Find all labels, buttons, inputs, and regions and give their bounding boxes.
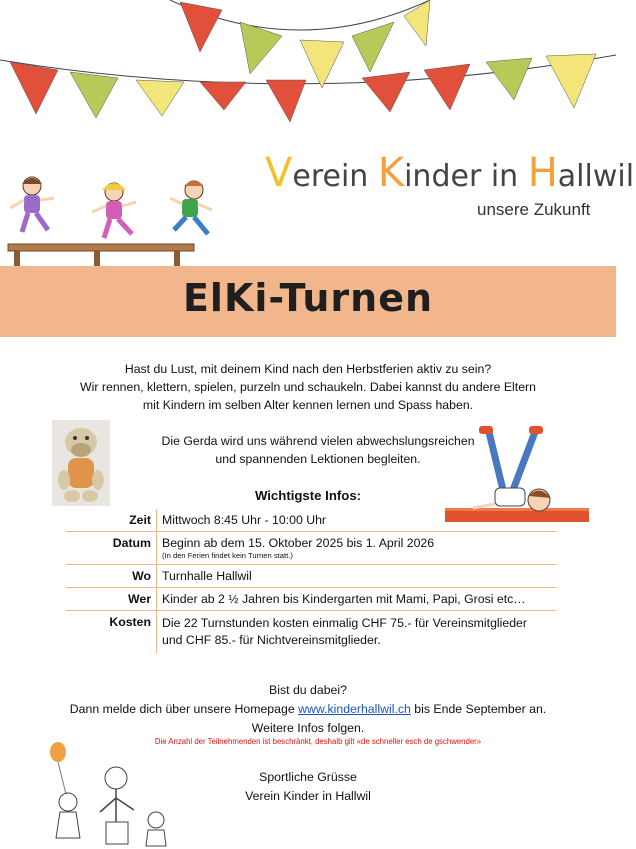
- info-key: Kosten: [66, 611, 157, 654]
- info-value: Mittwoch 8:45 Uhr - 10:00 Uhr: [162, 513, 327, 527]
- closing-text: [40, 681, 576, 738]
- logo-letter-v: V: [265, 150, 293, 196]
- signup-text: Dann melde dich über unsere Homepage: [69, 702, 299, 716]
- kids-on-bench-illustration: [4, 172, 219, 272]
- intro-line: Wir rennen, klettern, spielen, purzeln und schaukeln. Dabei kannst du andere Eltern: [80, 380, 536, 394]
- capacity-note: Die Anzahl der Teilnehmenden ist beschränkt, deshalb gilt «de schneller esch de gschwender»: [154, 737, 482, 746]
- info-key: Zeit: [66, 509, 157, 532]
- info-key: Datum: [66, 532, 157, 565]
- info-key: Wo: [66, 565, 157, 588]
- gerda-line: und spannenden Lektionen begleiten.: [215, 452, 421, 466]
- info-value: Kinder ab 2 ½ Jahren bis Kindergarten mit Mami, Papi, Grosi etc…: [162, 592, 526, 606]
- info-note: (In den Ferien findet kein Turnen statt.): [162, 551, 293, 560]
- club-logo: [265, 150, 635, 230]
- info-key: Wer: [66, 588, 157, 611]
- logo-word-kinder: inder: [404, 159, 491, 194]
- table-row: [66, 532, 556, 565]
- bunting-flags: [0, 0, 616, 120]
- greeting-line: Sportliche Grüsse: [259, 770, 357, 784]
- logo-subtitle: unsere Zukunft: [477, 200, 591, 219]
- table-row: [66, 588, 556, 611]
- intro-line: mit Kindern im selben Alter kennen lernen und Spass haben.: [142, 398, 474, 412]
- logo-letter-h: H: [527, 150, 558, 196]
- table-row: [66, 509, 556, 532]
- logo-word-hallwil: allwil: [557, 159, 635, 194]
- info-value: Die 22 Turnstunden kosten einmalig CHF 75.- für Vereinsmitglieder: [162, 616, 527, 630]
- info-value-cell: [157, 611, 557, 654]
- intro-line: Hast du Lust, mit deinem Kind nach den Herbstferien aktiv zu sein?: [124, 362, 492, 376]
- closing-signup-line: [40, 700, 576, 719]
- info-table: [66, 509, 556, 653]
- table-row: [66, 565, 556, 588]
- logo-word-verein: erein: [292, 159, 378, 194]
- info-value-line2: und CHF 85.- für Nichtvereinsmitglieder.: [162, 633, 381, 647]
- closing-more: Weitere Infos folgen.: [251, 721, 365, 735]
- logo-wordmark: [265, 150, 635, 196]
- info-value-cell: [157, 532, 557, 565]
- signup-text-after: bis Ende September an.: [410, 702, 547, 716]
- info-value: Turnhalle Hallwil: [162, 569, 252, 583]
- info-value: Beginn ab dem 15. Oktober 2025 bis 1. April 2026: [162, 536, 435, 550]
- greeting-signature: Verein Kinder in Hallwil: [245, 789, 371, 803]
- infos-title: Wichtigste Infos:: [254, 488, 362, 503]
- closing-question: Bist du dabei?: [269, 683, 347, 697]
- gerda-line: Die Gerda wird uns während vielen abwechslungsreichen: [161, 434, 475, 448]
- logo-letter-k: K: [377, 150, 405, 196]
- greeting: [0, 768, 616, 806]
- homepage-link[interactable]: www.kinderhallwil.ch: [298, 702, 411, 716]
- page-title: ElKi-Turnen: [182, 276, 434, 320]
- logo-word-in: in: [490, 159, 528, 194]
- intro-text: [40, 360, 576, 414]
- table-row: [66, 611, 556, 654]
